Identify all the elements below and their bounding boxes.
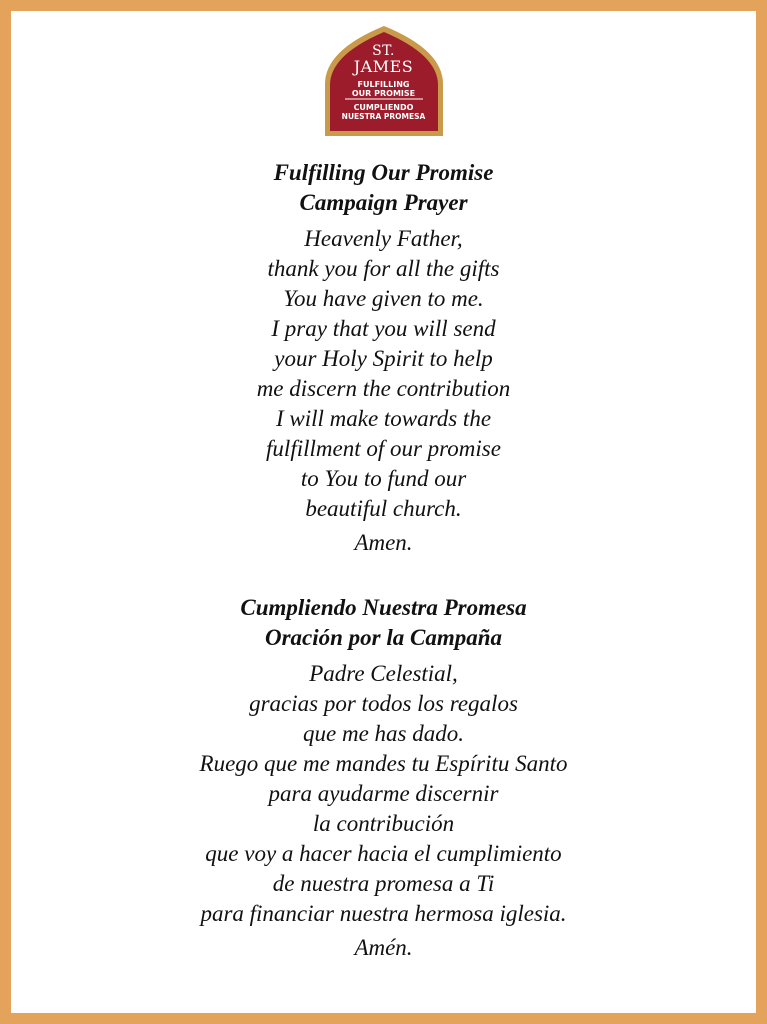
prayer-card <box>11 11 756 1013</box>
english-prayer-line: You have given to me. <box>283 286 484 311</box>
english-prayer-line: me discern the contribution <box>256 376 511 401</box>
spanish-amen: Amén. <box>354 935 413 960</box>
english-amen: Amen. <box>354 530 413 555</box>
english-prayer-line: I pray that you will send <box>271 316 496 341</box>
spanish-title-line-2: Oración por la Campaña <box>264 625 503 650</box>
st-james-logo <box>321 24 447 138</box>
spanish-prayer-line: que me has dado. <box>303 721 464 746</box>
logo-our-promise-text: OUR PROMISE <box>351 89 416 98</box>
spanish-prayer-line: que voy a hacer hacia el cumplimiento <box>205 841 562 866</box>
spanish-prayer-line: para financiar nuestra hermosa iglesia. <box>200 901 567 926</box>
english-prayer-line: Heavenly Father, <box>304 226 463 251</box>
logo-cumpliendo-text: CUMPLIENDO <box>353 103 414 112</box>
spanish-prayer <box>11 593 756 963</box>
spanish-prayer-line: la contribución <box>312 811 455 836</box>
spanish-title-line-1: Cumpliendo Nuestra Promesa <box>240 595 527 620</box>
spanish-prayer-line: para ayudarme discernir <box>268 781 499 806</box>
english-prayer-line: beautiful church. <box>305 496 462 521</box>
logo-james-text: JAMES <box>353 57 414 76</box>
english-prayer-line: your Holy Spirit to help <box>274 346 493 371</box>
english-prayer-line: fulfillment of our promise <box>266 436 501 461</box>
english-prayer-line: I will make towards the <box>275 406 492 431</box>
english-prayer <box>11 158 756 558</box>
spanish-prayer-line: Ruego que me mandes tu Espíritu Santo <box>199 751 568 776</box>
logo-st-text: ST. <box>372 43 395 59</box>
english-prayer-line: thank you for all the gifts <box>267 256 500 281</box>
logo-fulfilling-text: FULFILLING <box>357 80 410 89</box>
spanish-prayer-line: de nuestra promesa a Ti <box>272 871 495 896</box>
spanish-prayer-line: Padre Celestial, <box>309 661 458 686</box>
english-title-line-1: Fulfilling Our Promise <box>273 160 494 185</box>
english-title-line-2: Campaign Prayer <box>299 190 468 215</box>
english-prayer-line: to You to fund our <box>300 466 467 491</box>
spanish-prayer-line: gracias por todos los regalos <box>249 691 518 716</box>
logo-nuestra-promesa-text: NUESTRA PROMESA <box>341 112 426 121</box>
